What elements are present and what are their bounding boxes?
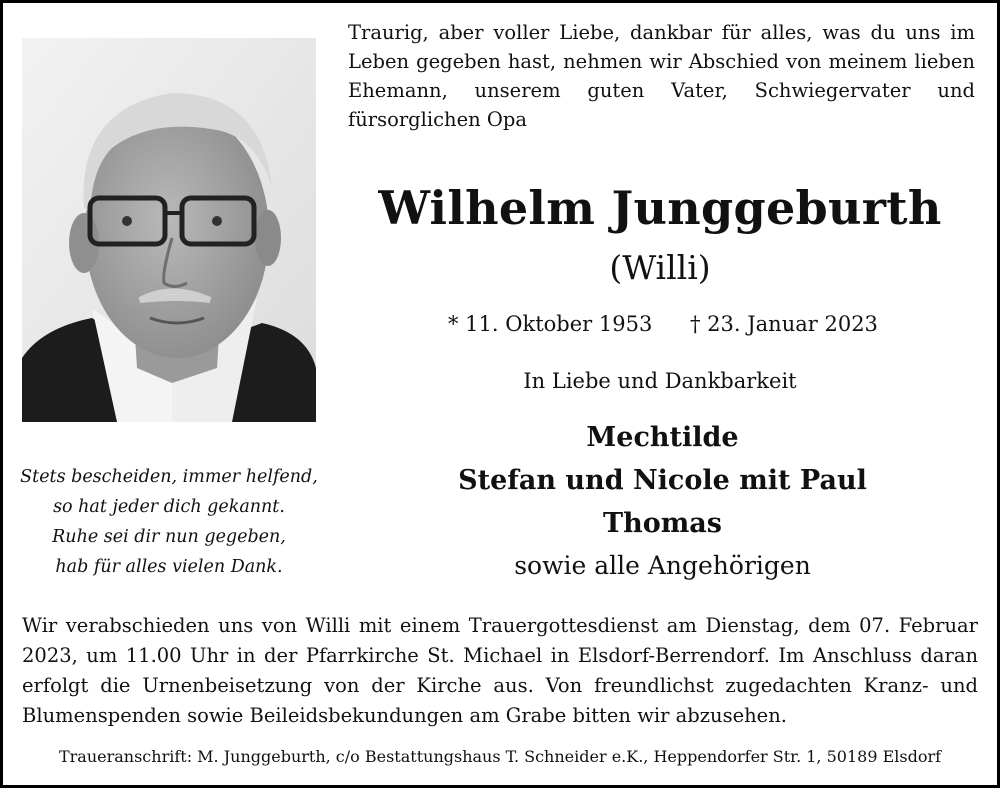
mourner-name: Thomas <box>603 508 722 539</box>
intro-text: Traurig, aber voller Liebe, dankbar für alles, was du uns im Leben gegeben hast, nehmen wir Abschied von meinem lieben Ehemann, unserem guten Vater, Schwiegervater und fürsorglichen Opa <box>348 21 975 131</box>
poem-line: Stets bescheiden, immer helfend, <box>20 467 318 487</box>
poem <box>14 462 324 582</box>
love-line: In Liebe und Dankbarkeit <box>523 369 797 393</box>
deceased-name: Wilhelm Junggeburth <box>378 181 942 235</box>
service-text: Wir verabschieden uns von Willi mit einem Trauergottesdienst am Dienstag, dem 07. Februar 2023, um 11.00 Uhr in der Pfarrkirche St. Michael in Elsdorf-Berrendorf. Im Anschluss daran erfolgt die Urnenbeisetzung von der Kirche aus. Von freundlichst zugedachten Kranz- und Blumenspenden sowie Beileidsbekundungen am Grabe bitten wir abzusehen. <box>22 614 978 727</box>
poem-line: hab für alles vielen Dank. <box>55 557 283 577</box>
poem-line: so hat jeder dich gekannt. <box>53 497 285 517</box>
portrait-photo <box>22 38 316 422</box>
address-line: Traueranschrift: M. Junggeburth, c/o Bestattungshaus T. Schneider e.K., Heppendorfer Str. 1, 50189 Elsdorf <box>58 747 942 766</box>
relatives-line: sowie alle Angehörigen <box>514 551 811 580</box>
mourner-name: Stefan und Nicole mit Paul <box>458 465 867 496</box>
poem-line: Ruhe sei dir nun gegeben, <box>52 527 286 547</box>
deceased-nickname: (Willi) <box>609 248 711 287</box>
death-date: † 23. Januar 2023 <box>690 312 878 336</box>
portrait-illustration <box>22 38 316 422</box>
birth-date: * 11. Oktober 1953 <box>448 312 653 336</box>
mourner-name: Mechtilde <box>586 422 739 453</box>
